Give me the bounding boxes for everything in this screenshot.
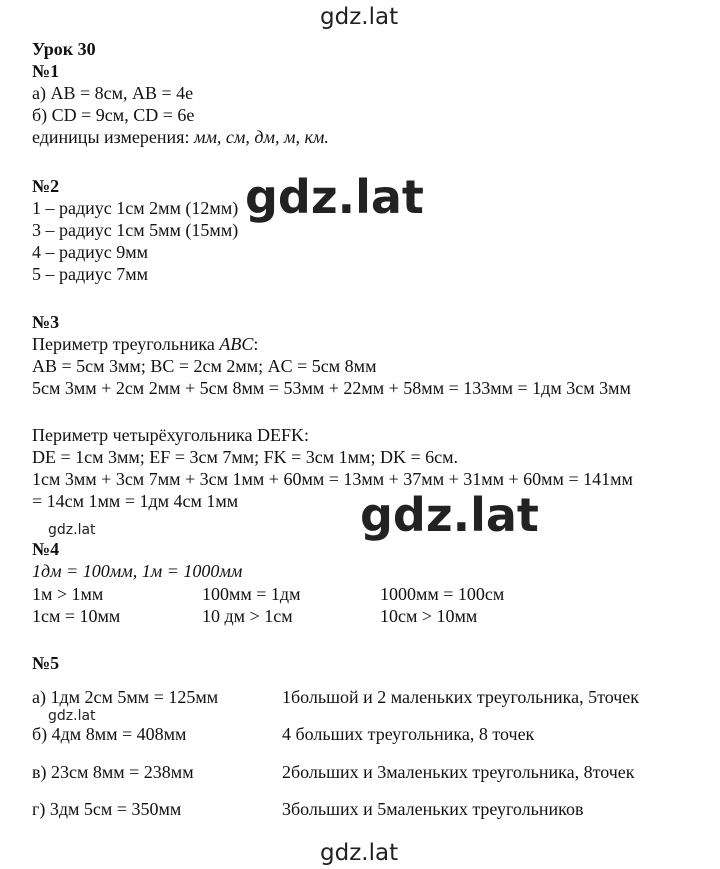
task-5-row-d-left: г) 3дм 5см = 350мм	[32, 799, 182, 819]
task-1-units	[32, 126, 329, 148]
watermark-large-2: gdz.lat	[360, 488, 539, 542]
watermark-large-1: gdz.lat	[245, 170, 424, 224]
lesson-title: Урок 30	[32, 39, 96, 59]
units-label: единицы измерения:	[32, 127, 194, 147]
triangle-perimeter-label: Периметр треугольника ABC:	[32, 334, 259, 354]
task-4-cell: 1м > 1мм	[32, 584, 104, 604]
task-4-note: 1дм = 100мм, 1м = 1000мм	[32, 561, 243, 581]
quad-sides: DE = 1см 3мм; EF = 3см 7мм; FK = 3см 1мм; DK = 6см.	[32, 447, 458, 467]
task-5-row-d-right: 3больших и 5маленьких треугольников	[282, 799, 584, 819]
watermark-top: gdz.lat	[320, 4, 399, 30]
task-4-cell: 1000мм = 100см	[380, 584, 505, 604]
task-5-row-a-right: 1большой и 2 маленьких треугольника, 5точек	[282, 687, 640, 707]
quad-sum-line-2: = 14см 1мм = 1дм 4см 1мм	[32, 491, 239, 511]
watermark-small-2: gdz.lat	[48, 708, 96, 724]
task-4-title: №4	[32, 539, 60, 559]
units-list: мм, см, дм, м, км.	[193, 127, 329, 147]
triangle-name: ABC	[219, 334, 254, 354]
task-4-cell: 10 дм > 1см	[202, 606, 293, 626]
task-5-row-a-left: а) 1дм 2см 5мм = 125мм	[32, 687, 219, 707]
watermark-small-1: gdz.lat	[48, 522, 96, 538]
triangle-sum: 5см 3мм + 2см 2мм + 5см 8мм = 53мм + 22мм + 58мм = 133мм = 1дм 3см 3мм	[32, 378, 631, 398]
task-5-row-b-right: 4 больших треугольника, 8 точек	[282, 724, 535, 744]
task-2-line-1: 1 – радиус 1см 2мм (12мм)	[32, 198, 239, 218]
task-1-line-a: а) AB = 8см, AB = 4е	[32, 83, 194, 103]
task-3-title: №3	[32, 312, 60, 332]
task-2-title: №2	[32, 176, 60, 196]
task-2-line-2: 3 – радиус 1см 5мм (15мм)	[32, 220, 239, 240]
task-4-cell: 100мм = 1дм	[202, 584, 301, 604]
task-2-line-3: 4 – радиус 9мм	[32, 242, 149, 262]
task-1-line-b: б) CD = 9см, CD = 6е	[32, 105, 195, 125]
task-5-row-c-right: 2больших и 3маленьких треугольника, 8точек	[282, 762, 635, 782]
task-4-cell: 1см = 10мм	[32, 606, 121, 626]
task-1-title: №1	[32, 61, 60, 81]
task-5-row-b-left: б) 4дм 8мм = 408мм	[32, 724, 187, 744]
task-4-cell: 10см > 10мм	[380, 606, 478, 626]
quad-perimeter-label: Периметр четырёхугольника DEFK:	[32, 425, 310, 445]
task-5-row-c-left: в) 23см 8мм = 238мм	[32, 762, 194, 782]
quad-sum-line-1: 1см 3мм + 3см 7мм + 3см 1мм + 60мм = 13мм + 37мм + 31мм + 60мм = 141мм	[32, 469, 633, 489]
task-5-title: №5	[32, 653, 60, 673]
triangle-sides: AB = 5см 3мм; BC = 2см 2мм; AC = 5см 8мм	[32, 356, 377, 376]
watermark-bottom: gdz.lat	[320, 840, 399, 866]
task-2-line-4: 5 – радиус 7мм	[32, 264, 149, 284]
